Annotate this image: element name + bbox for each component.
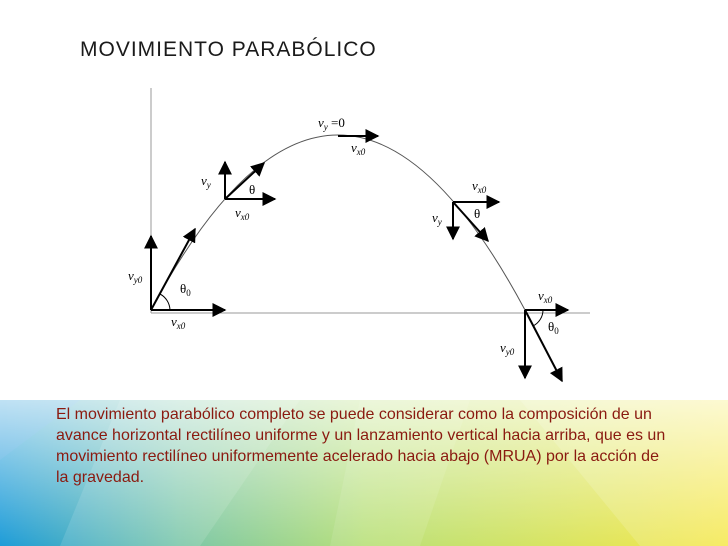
label-vx0-end: $v_{x0}$ <box>538 288 553 305</box>
slide-title: MOVIMIENTO PARABÓLICO <box>80 38 377 61</box>
trajectory-curve <box>151 135 525 310</box>
label-vy0-start: $v_{y0}$ <box>128 268 143 285</box>
v-end-arrow <box>525 310 562 381</box>
v-left-arrow <box>225 163 264 199</box>
label-theta-left: θ <box>249 182 256 197</box>
label-vx0-top: $v_{x0}$ <box>351 140 366 157</box>
label-vx0-right: $v_{x0}$ <box>472 178 487 195</box>
label-vy-top: $v_y =0$ <box>318 115 345 132</box>
label-vy-right: $v_y$ <box>432 210 442 227</box>
label-vy-left: $v_y$ <box>201 173 211 190</box>
label-vy0-end: $v_{y0}$ <box>500 340 515 357</box>
label-theta0-end: $\theta_0$ <box>548 319 559 336</box>
label-theta-right: θ <box>474 206 481 221</box>
theta0-start-arc <box>160 294 170 310</box>
theta0-end-arc <box>533 310 543 326</box>
v-right-arrow <box>453 202 488 241</box>
slide-caption: El movimiento parabólico completo se puede considerar como la composición de un avance horizontal rectilíneo uniforme y un lanzamiento vertical hacia arriba, que es un movimiento rectilíneo uniformemente acelerado hacia abajo (MRUA) por la acción de la gravedad. <box>56 406 666 486</box>
label-vx0-start: $v_{x0}$ <box>171 314 186 331</box>
label-vx0-left: $v_{x0}$ <box>235 205 250 222</box>
label-theta0-start: $\theta_0$ <box>180 281 191 298</box>
